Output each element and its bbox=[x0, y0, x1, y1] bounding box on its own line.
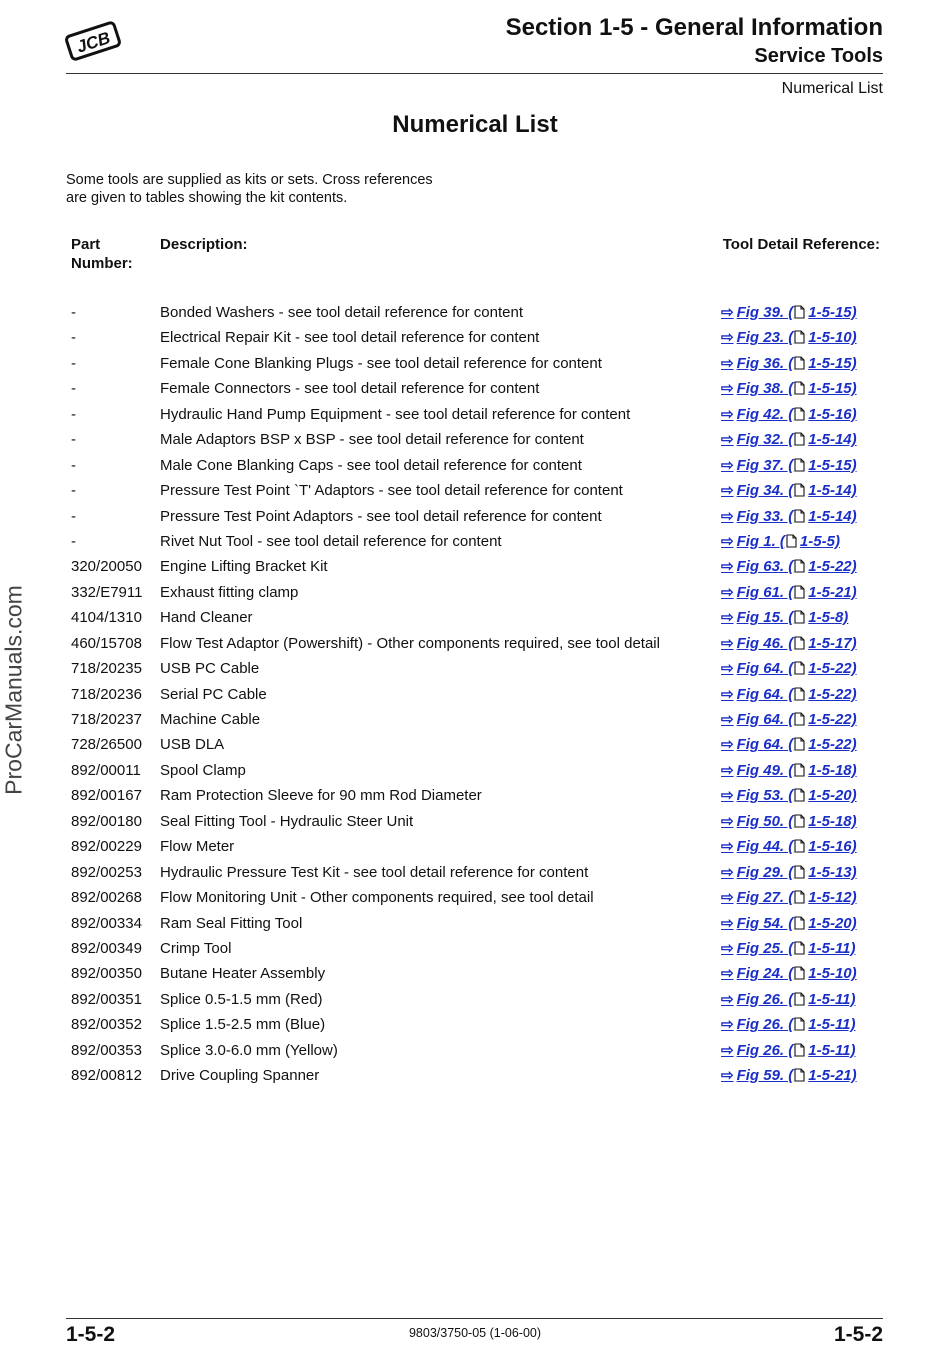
page-reference: 1-5-11) bbox=[808, 1016, 856, 1034]
tool-description: Spool Clamp bbox=[160, 761, 246, 779]
fig-label: Fig 53. ( bbox=[736, 787, 794, 805]
part-number: 892/00180 bbox=[71, 812, 142, 830]
part-number: 892/00353 bbox=[71, 1041, 142, 1059]
watermark bbox=[0, 0, 30, 1370]
fig-label: Fig 50. ( bbox=[736, 812, 794, 830]
page-reference: 1-5-22) bbox=[808, 660, 857, 678]
arrow-right-icon: ⇨ bbox=[721, 482, 734, 500]
arrow-right-icon: ⇨ bbox=[721, 1041, 734, 1059]
tool-description: Male Adaptors BSP x BSP - see tool detail reference for content bbox=[160, 431, 584, 449]
page-icon bbox=[794, 865, 805, 879]
fig-label: Fig 34. ( bbox=[736, 482, 794, 500]
fig-label: Fig 64. ( bbox=[736, 736, 794, 754]
tool-description: Electrical Repair Kit - see tool detail reference for content bbox=[160, 329, 540, 347]
page-icon bbox=[794, 432, 805, 446]
page-reference: 1-5-15) bbox=[808, 354, 857, 372]
svg-text:JCB: JCB bbox=[74, 28, 113, 57]
fig-label: Fig 26. ( bbox=[736, 1041, 794, 1059]
tool-table bbox=[0, 300, 950, 1089]
arrow-right-icon: ⇨ bbox=[721, 761, 734, 779]
arrow-right-icon: ⇨ bbox=[721, 329, 734, 347]
page-reference: 1-5-18) bbox=[808, 812, 857, 830]
fig-label: Fig 49. ( bbox=[736, 761, 794, 779]
arrow-right-icon: ⇨ bbox=[721, 380, 734, 398]
arrow-right-icon: ⇨ bbox=[721, 711, 734, 728]
tool-description: Flow Meter bbox=[160, 838, 235, 856]
part-number: 892/00352 bbox=[71, 1016, 142, 1034]
table-row bbox=[0, 860, 950, 885]
page-reference: 1-5-5) bbox=[799, 532, 840, 550]
part-number: - bbox=[71, 329, 76, 347]
footer-page-number-right: 1-5-2 bbox=[833, 1323, 883, 1346]
table-row bbox=[0, 936, 950, 961]
arrow-right-icon: ⇨ bbox=[721, 965, 734, 983]
table-row bbox=[0, 656, 950, 681]
part-number: - bbox=[71, 507, 76, 525]
fig-reference-link[interactable] bbox=[721, 427, 857, 452]
arrow-right-icon: ⇨ bbox=[721, 863, 734, 881]
fig-reference-link[interactable] bbox=[721, 732, 857, 757]
part-number: 892/00167 bbox=[71, 787, 142, 805]
tool-description: Exhaust fitting clamp bbox=[160, 583, 299, 601]
tool-description: Hydraulic Hand Pump Equipment - see tool detail reference for content bbox=[160, 405, 631, 423]
fig-reference-link[interactable] bbox=[721, 376, 857, 401]
fig-reference-link[interactable] bbox=[721, 529, 840, 554]
tool-description: Serial PC Cable bbox=[160, 685, 267, 703]
tool-description: Rivet Nut Tool - see tool detail reference for content bbox=[160, 532, 502, 550]
fig-label: Fig 23. ( bbox=[736, 329, 794, 347]
tool-description: Butane Heater Assembly bbox=[160, 965, 326, 983]
table-row bbox=[0, 809, 950, 834]
part-number: 892/00812 bbox=[71, 1067, 142, 1085]
fig-label: Fig 39. ( bbox=[736, 304, 794, 321]
fig-reference-link[interactable] bbox=[721, 554, 857, 579]
page-reference: 1-5-16) bbox=[808, 838, 857, 856]
page-icon bbox=[794, 610, 805, 624]
part-number: 718/20235 bbox=[71, 660, 142, 678]
page-icon bbox=[794, 458, 805, 472]
part-number: 718/20236 bbox=[71, 685, 142, 703]
arrow-right-icon: ⇨ bbox=[721, 787, 734, 805]
intro-paragraph bbox=[66, 171, 486, 207]
arrow-right-icon: ⇨ bbox=[721, 660, 734, 678]
tool-description: Splice 0.5-1.5 mm (Red) bbox=[160, 990, 323, 1008]
fig-label: Fig 29. ( bbox=[736, 863, 794, 881]
tool-description: Ram Seal Fitting Tool bbox=[160, 914, 303, 932]
page-icon bbox=[794, 509, 805, 523]
part-number: 728/26500 bbox=[71, 736, 142, 754]
page-reference: 1-5-20) bbox=[808, 787, 857, 805]
fig-label: Fig 27. ( bbox=[736, 889, 794, 907]
part-number: - bbox=[71, 304, 76, 321]
fig-reference-link[interactable] bbox=[721, 631, 857, 656]
intro-line: are given to tables showing the kit contents. bbox=[66, 190, 348, 206]
fig-reference-link[interactable] bbox=[721, 325, 857, 350]
page-reference: 1-5-18) bbox=[808, 761, 857, 779]
tool-description: Hydraulic Pressure Test Kit - see tool detail reference for content bbox=[160, 863, 589, 881]
arrow-right-icon: ⇨ bbox=[721, 736, 734, 754]
page-icon bbox=[794, 661, 805, 675]
page-icon bbox=[794, 356, 805, 370]
section-title: Section 1-5 - General Information bbox=[505, 14, 883, 41]
fig-label: Fig 54. ( bbox=[736, 914, 794, 932]
arrow-right-icon: ⇨ bbox=[721, 990, 734, 1008]
page-reference: 1-5-11) bbox=[808, 939, 856, 957]
arrow-right-icon: ⇨ bbox=[721, 609, 734, 627]
fig-label: Fig 59. ( bbox=[736, 1067, 794, 1085]
fig-reference-link[interactable] bbox=[721, 504, 857, 529]
intro-line: Some tools are supplied as kits or sets. Cross references bbox=[66, 172, 433, 188]
tool-description: Splice 1.5-2.5 mm (Blue) bbox=[160, 1016, 326, 1034]
table-row bbox=[0, 783, 950, 808]
page-reference: 1-5-22) bbox=[808, 558, 857, 576]
table-row bbox=[0, 554, 950, 579]
page-icon bbox=[794, 381, 805, 395]
fig-reference-link[interactable] bbox=[721, 1063, 857, 1088]
page-icon bbox=[794, 559, 805, 573]
table-row bbox=[0, 427, 950, 452]
page-icon bbox=[794, 712, 805, 726]
tool-description: Splice 3.0-6.0 mm (Yellow) bbox=[160, 1041, 338, 1059]
fig-label: Fig 44. ( bbox=[736, 838, 794, 856]
table-row bbox=[0, 1012, 950, 1037]
part-number: - bbox=[71, 380, 76, 398]
fig-reference-link[interactable] bbox=[721, 580, 857, 605]
fig-reference-link[interactable] bbox=[721, 987, 856, 1012]
page-icon bbox=[794, 330, 805, 344]
part-number: - bbox=[71, 431, 76, 449]
table-row bbox=[0, 961, 950, 986]
table-row bbox=[0, 707, 950, 732]
part-number: 460/15708 bbox=[71, 634, 142, 652]
table-row bbox=[0, 732, 950, 757]
fig-label: Fig 25. ( bbox=[736, 939, 794, 957]
table-row bbox=[0, 1038, 950, 1063]
table-row bbox=[0, 376, 950, 401]
page-icon bbox=[794, 305, 805, 319]
arrow-right-icon: ⇨ bbox=[721, 456, 734, 474]
table-row bbox=[0, 580, 950, 605]
page-reference: 1-5-21) bbox=[808, 1067, 857, 1085]
part-number: 4104/1310 bbox=[71, 609, 142, 627]
arrow-right-icon: ⇨ bbox=[721, 558, 734, 576]
fig-reference-link[interactable] bbox=[721, 478, 857, 503]
table-row bbox=[0, 351, 950, 376]
tool-description: Hand Cleaner bbox=[160, 609, 253, 627]
jcb-logo bbox=[64, 16, 122, 66]
fig-reference-link[interactable] bbox=[721, 656, 857, 681]
page-reference: 1-5-14) bbox=[808, 507, 857, 525]
page-reference: 1-5-15) bbox=[808, 456, 857, 474]
fig-label: Fig 61. ( bbox=[736, 583, 794, 601]
fig-reference-link[interactable] bbox=[721, 783, 857, 808]
table-row bbox=[0, 300, 950, 325]
page-icon bbox=[794, 916, 805, 930]
page-icon bbox=[794, 763, 805, 777]
page-icon bbox=[794, 941, 805, 955]
fig-label: Fig 24. ( bbox=[736, 965, 794, 983]
tool-description: Bonded Washers - see tool detail reference for content bbox=[160, 304, 523, 321]
fig-label: Fig 42. ( bbox=[736, 405, 794, 423]
part-number: 332/E7911 bbox=[71, 583, 143, 601]
arrow-right-icon: ⇨ bbox=[721, 583, 734, 601]
part-number: 892/00350 bbox=[71, 965, 142, 983]
part-number: 892/00268 bbox=[71, 889, 142, 907]
page-icon bbox=[794, 788, 805, 802]
page-reference: 1-5-11) bbox=[808, 1041, 856, 1059]
table-row bbox=[0, 682, 950, 707]
page-icon bbox=[794, 585, 805, 599]
page-reference: 1-5-10) bbox=[808, 965, 857, 983]
page-reference: 1-5-22) bbox=[808, 736, 857, 754]
arrow-right-icon: ⇨ bbox=[721, 304, 734, 321]
tool-description: USB PC Cable bbox=[160, 660, 260, 678]
page-icon bbox=[794, 966, 805, 980]
table-row bbox=[0, 529, 950, 554]
fig-label: Fig 26. ( bbox=[736, 1016, 794, 1034]
column-header-part-number: Part Number: bbox=[71, 236, 133, 272]
fig-reference-link[interactable] bbox=[721, 809, 857, 834]
page-reference: 1-5-11) bbox=[808, 990, 856, 1008]
page-reference: 1-5-22) bbox=[808, 711, 857, 728]
fig-label: Fig 64. ( bbox=[736, 711, 794, 728]
fig-label: Fig 38. ( bbox=[736, 380, 794, 398]
tool-description: Drive Coupling Spanner bbox=[160, 1067, 320, 1085]
page-reference: 1-5-20) bbox=[808, 914, 857, 932]
table-row bbox=[0, 1063, 950, 1088]
page-reference: 1-5-14) bbox=[808, 431, 857, 449]
table-row bbox=[0, 402, 950, 427]
arrow-right-icon: ⇨ bbox=[721, 1016, 734, 1034]
fig-reference-link[interactable] bbox=[721, 453, 857, 478]
tool-description: Crimp Tool bbox=[160, 939, 232, 957]
fig-reference-link[interactable] bbox=[721, 834, 857, 859]
part-number: 892/00351 bbox=[71, 990, 142, 1008]
fig-reference-link[interactable] bbox=[721, 911, 857, 936]
table-row bbox=[0, 885, 950, 910]
table-row bbox=[0, 504, 950, 529]
fig-label: Fig 15. ( bbox=[736, 609, 794, 627]
fig-reference-link[interactable] bbox=[721, 961, 857, 986]
page-icon bbox=[786, 534, 797, 548]
part-number: 892/00334 bbox=[71, 914, 142, 932]
arrow-right-icon: ⇨ bbox=[721, 431, 734, 449]
fig-label: Fig 64. ( bbox=[736, 685, 794, 703]
arrow-right-icon: ⇨ bbox=[721, 685, 734, 703]
footer-page-number-left: 1-5-2 bbox=[66, 1323, 116, 1346]
page-reference: 1-5-14) bbox=[808, 482, 857, 500]
part-number: - bbox=[71, 354, 76, 372]
table-row bbox=[0, 325, 950, 350]
arrow-right-icon: ⇨ bbox=[721, 889, 734, 907]
table-row bbox=[0, 631, 950, 656]
section-subtitle: Service Tools bbox=[754, 45, 883, 67]
part-number: 718/20237 bbox=[71, 711, 142, 728]
fig-reference-link[interactable] bbox=[721, 682, 857, 707]
fig-reference-link[interactable] bbox=[721, 860, 857, 885]
table-row bbox=[0, 834, 950, 859]
page-reference: 1-5-15) bbox=[808, 380, 857, 398]
arrow-right-icon: ⇨ bbox=[721, 507, 734, 525]
fig-label: Fig 64. ( bbox=[736, 660, 794, 678]
page-reference: 1-5-17) bbox=[808, 634, 857, 652]
page-reference: 1-5-16) bbox=[808, 405, 857, 423]
tool-description: Flow Monitoring Unit - Other components required, see tool detail bbox=[160, 889, 594, 907]
arrow-right-icon: ⇨ bbox=[721, 939, 734, 957]
page-reference: 1-5-13) bbox=[808, 863, 857, 881]
page-icon bbox=[794, 1043, 805, 1057]
table-row bbox=[0, 758, 950, 783]
table-row bbox=[0, 911, 950, 936]
column-header-reference: Tool Detail Reference: bbox=[722, 236, 880, 253]
fig-label: Fig 26. ( bbox=[736, 990, 794, 1008]
column-header-description: Description: bbox=[160, 236, 248, 253]
footer-document-id: 9803/3750-05 (1-06-00) bbox=[408, 1326, 542, 1340]
fig-reference-link[interactable] bbox=[721, 758, 857, 783]
fig-label: Fig 36. ( bbox=[736, 354, 794, 372]
tool-description: Seal Fitting Tool - Hydraulic Steer Unit bbox=[160, 812, 414, 830]
page-reference: 1-5-21) bbox=[808, 583, 857, 601]
fig-label: Fig 1. ( bbox=[736, 532, 785, 550]
header-divider bbox=[66, 73, 883, 74]
arrow-right-icon: ⇨ bbox=[721, 405, 734, 423]
fig-label: Fig 63. ( bbox=[736, 558, 794, 576]
fig-label: Fig 32. ( bbox=[736, 431, 794, 449]
part-number: 892/00229 bbox=[71, 838, 142, 856]
page-icon bbox=[794, 814, 805, 828]
page-icon bbox=[794, 890, 805, 904]
page-reference: 1-5-8) bbox=[808, 609, 849, 627]
page-reference: 1-5-10) bbox=[808, 329, 857, 347]
arrow-right-icon: ⇨ bbox=[721, 914, 734, 932]
part-number: 320/20050 bbox=[71, 558, 142, 576]
page-reference: 1-5-12) bbox=[808, 889, 857, 907]
fig-reference-link[interactable] bbox=[721, 885, 857, 910]
page-icon bbox=[794, 407, 805, 421]
part-number: 892/00011 bbox=[71, 761, 141, 779]
table-row bbox=[0, 987, 950, 1012]
page-reference: 1-5-22) bbox=[808, 685, 857, 703]
fig-reference-link[interactable] bbox=[721, 707, 857, 732]
tool-description: Male Cone Blanking Caps - see tool detail reference for content bbox=[160, 456, 582, 474]
page-reference: 1-5-15) bbox=[808, 304, 857, 321]
page-icon bbox=[794, 1068, 805, 1082]
page-icon bbox=[794, 992, 805, 1006]
part-number: 892/00349 bbox=[71, 939, 142, 957]
tool-description: Machine Cable bbox=[160, 711, 261, 728]
page-icon bbox=[794, 636, 805, 650]
footer-divider bbox=[66, 1318, 883, 1319]
fig-label: Fig 33. ( bbox=[736, 507, 794, 525]
page-icon bbox=[794, 483, 805, 497]
fig-reference-link[interactable] bbox=[721, 402, 857, 427]
tool-description: Pressure Test Point `T' Adaptors - see tool detail reference for content bbox=[160, 482, 623, 500]
jcb-logo-icon bbox=[64, 16, 122, 66]
arrow-right-icon: ⇨ bbox=[721, 634, 734, 652]
fig-reference-link[interactable] bbox=[721, 1038, 856, 1063]
tool-description: Flow Test Adaptor (Powershift) - Other components required, see tool detail bbox=[160, 634, 660, 652]
fig-reference-link[interactable] bbox=[721, 605, 848, 630]
page-icon bbox=[794, 737, 805, 751]
fig-label: Fig 37. ( bbox=[736, 456, 794, 474]
arrow-right-icon: ⇨ bbox=[721, 532, 734, 550]
table-row bbox=[0, 453, 950, 478]
arrow-right-icon: ⇨ bbox=[721, 812, 734, 830]
part-number: - bbox=[71, 532, 76, 550]
fig-label: Fig 46. ( bbox=[736, 634, 794, 652]
arrow-right-icon: ⇨ bbox=[721, 1067, 734, 1085]
tool-description: Engine Lifting Bracket Kit bbox=[160, 558, 328, 576]
fig-reference-link[interactable] bbox=[721, 351, 857, 376]
table-row bbox=[0, 605, 950, 630]
page-icon bbox=[794, 1017, 805, 1031]
section-topic: Numerical List bbox=[781, 80, 883, 97]
part-number: 892/00253 bbox=[71, 863, 142, 881]
part-number: - bbox=[71, 482, 76, 500]
arrow-right-icon: ⇨ bbox=[721, 354, 734, 372]
part-number: - bbox=[71, 405, 76, 423]
tool-description: Pressure Test Point Adaptors - see tool detail reference for content bbox=[160, 507, 602, 525]
watermark-text: ProCarManuals.com bbox=[0, 585, 27, 795]
page-icon bbox=[794, 839, 805, 853]
table-row bbox=[0, 478, 950, 503]
fig-reference-link[interactable] bbox=[721, 936, 856, 961]
arrow-right-icon: ⇨ bbox=[721, 838, 734, 856]
tool-description: Ram Protection Sleeve for 90 mm Rod Diameter bbox=[160, 787, 482, 805]
page-heading: Numerical List bbox=[392, 111, 558, 138]
tool-description: USB DLA bbox=[160, 736, 225, 754]
fig-reference-link[interactable] bbox=[721, 1012, 856, 1037]
tool-description: Female Connectors - see tool detail reference for content bbox=[160, 380, 540, 398]
fig-reference-link[interactable] bbox=[721, 300, 857, 325]
part-number: - bbox=[71, 456, 76, 474]
tool-description: Female Cone Blanking Plugs - see tool detail reference for content bbox=[160, 354, 602, 372]
page-icon bbox=[794, 687, 805, 701]
